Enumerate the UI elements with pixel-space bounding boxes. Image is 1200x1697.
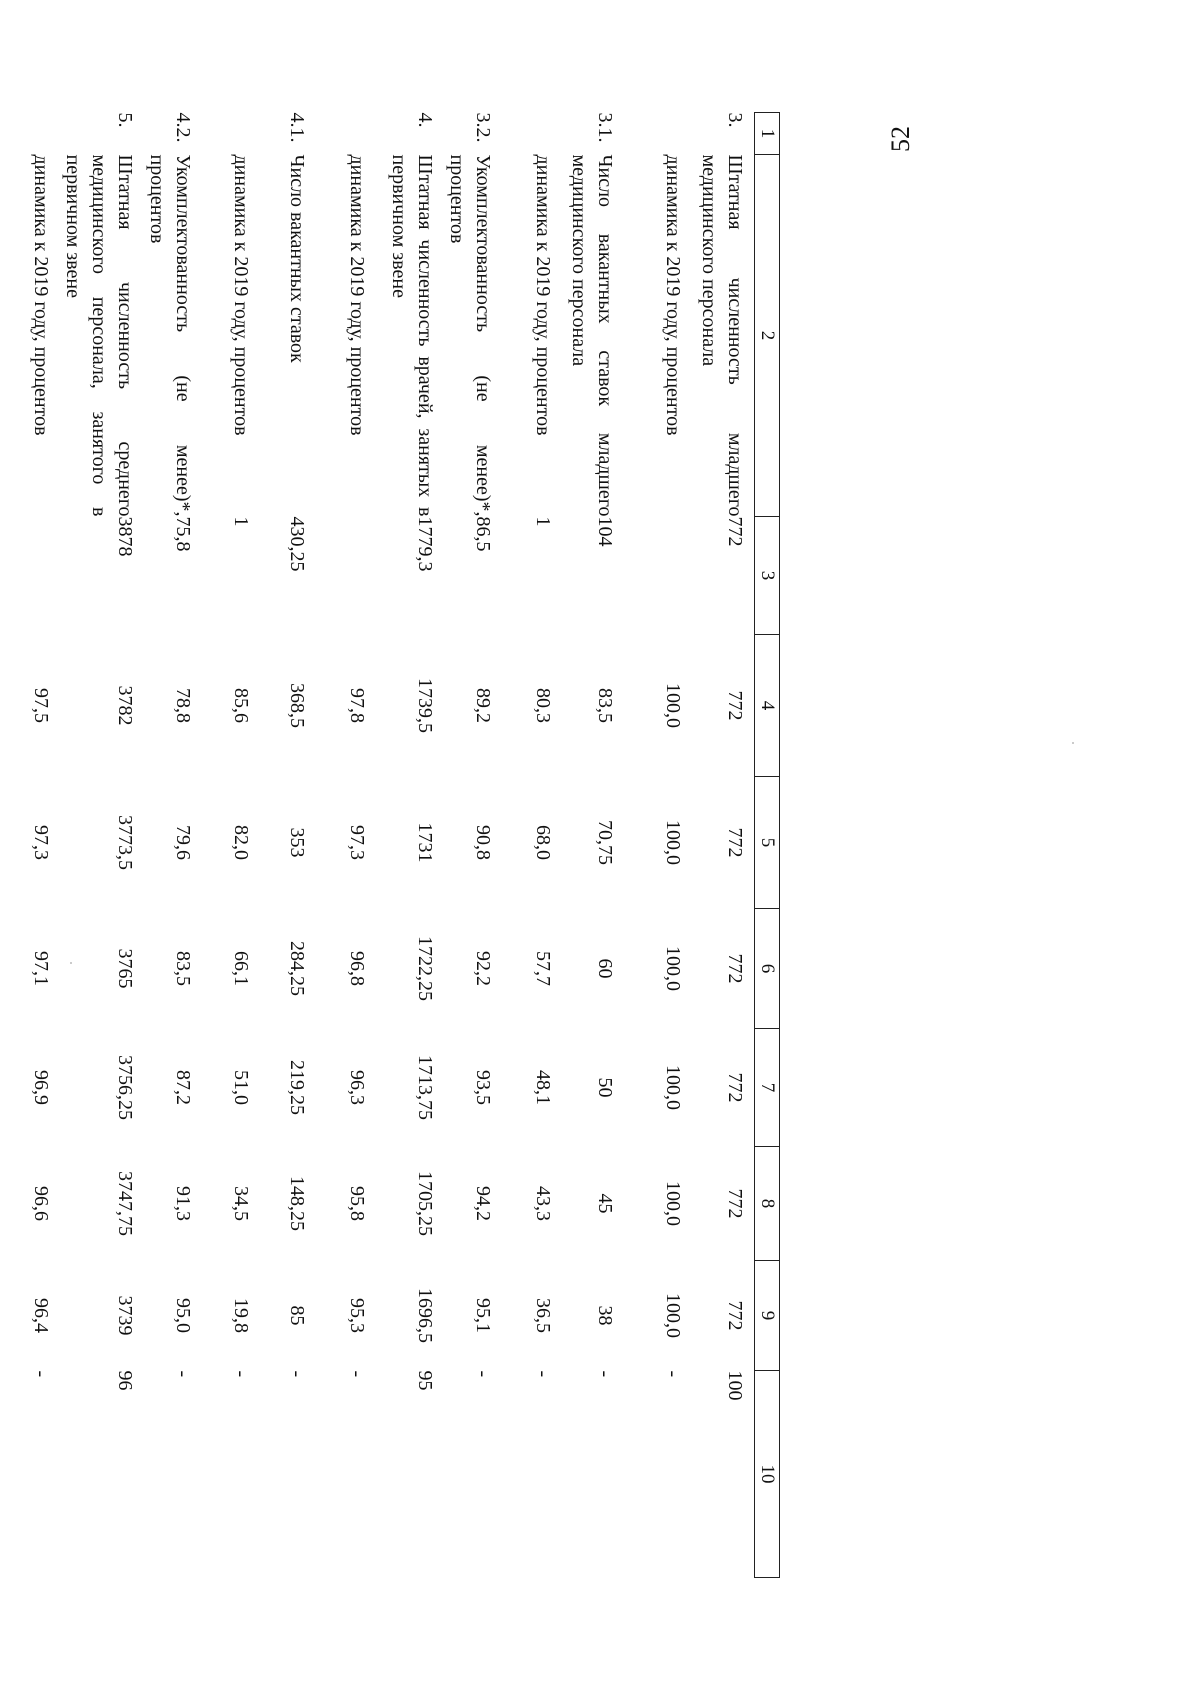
column-number-7: 7 <box>755 1029 780 1147</box>
column-number-6: 6 <box>755 909 780 1029</box>
scan-speck <box>70 962 72 964</box>
table-row <box>503 113 563 1578</box>
row-label: динамика к 2019 году, процентов <box>662 154 685 436</box>
cell-col-4: 772 <box>724 690 746 721</box>
cell-col-6: 1722,25 <box>414 936 437 1001</box>
column-number-10: 10 <box>755 1371 780 1578</box>
cell-col-5: 68,0 <box>532 825 555 860</box>
cell-col-7: 96,3 <box>346 1070 369 1105</box>
cell-col-9: 19,8 <box>230 1298 253 1333</box>
cell-col-3: 104 <box>594 516 617 547</box>
cell-col-7: 1713,75 <box>414 1055 437 1120</box>
row-number <box>503 113 563 155</box>
row-number <box>317 113 377 155</box>
cell-col-6: 92,2 <box>472 951 495 986</box>
row-label: Укомплектованность (не менее)*, процентов <box>146 154 195 517</box>
column-number-9: 9 <box>755 1261 780 1371</box>
cell-col-4: 80,3 <box>532 688 555 723</box>
header-row <box>755 113 780 1578</box>
cell-col-10: 96 <box>114 1370 137 1391</box>
cell-col-9: 36,5 <box>532 1298 555 1333</box>
cell-col-4: 85,6 <box>230 688 253 723</box>
cell-col-9: 38 <box>594 1305 617 1326</box>
cell-col-6: 83,5 <box>172 951 195 986</box>
cell-col-8: 100,0 <box>662 1181 685 1226</box>
cell-col-6: 57,7 <box>532 951 555 986</box>
cell-col-7: 87,2 <box>172 1070 195 1105</box>
cell-col-4: 97,8 <box>346 688 369 723</box>
cell-col-8: 3747,75 <box>114 1171 137 1236</box>
cell-col-9: 95,1 <box>472 1298 495 1333</box>
cell-col-7: 93,5 <box>472 1070 495 1105</box>
cell-col-6: 284,25 <box>286 941 309 996</box>
cell-col-5: 100,0 <box>662 820 685 865</box>
cell-col-10: 100 <box>724 1370 746 1401</box>
table-row <box>445 113 503 1578</box>
cell-col-8: 772 <box>724 1188 746 1219</box>
column-number-1: 1 <box>755 113 780 155</box>
cell-col-3 <box>317 517 377 635</box>
cell-col-10: - <box>230 1370 253 1378</box>
cell-col-5: 772 <box>724 827 746 858</box>
cell-col-8: 1705,25 <box>414 1171 437 1236</box>
cell-col-3: 1 <box>532 516 555 527</box>
cell-col-7: 50 <box>594 1077 617 1098</box>
column-number-5: 5 <box>755 777 780 909</box>
column-number-2: 2 <box>755 155 780 517</box>
cell-col-9: 95,3 <box>346 1298 369 1333</box>
table-row <box>11 113 61 1578</box>
cell-col-10: - <box>346 1370 369 1378</box>
cell-col-3: 772 <box>724 516 746 547</box>
row-number: 4.1. <box>286 112 309 143</box>
cell-col-8: 148,25 <box>286 1176 309 1231</box>
cell-col-3: 3878 <box>114 516 137 557</box>
row-label: динамика к 2019 году, процентов <box>230 154 253 436</box>
row-number: 3. <box>724 112 746 128</box>
cell-col-4: 89,2 <box>472 688 495 723</box>
cell-col-9: 1696,5 <box>414 1288 437 1343</box>
cell-col-7: 219,25 <box>286 1060 309 1115</box>
table-row <box>317 113 377 1578</box>
table-row <box>145 113 203 1578</box>
table-row <box>203 113 261 1578</box>
row-label: Штатная численность врачей, занятых в первичном звене <box>388 154 437 517</box>
table-row <box>261 113 317 1578</box>
row-number: 3.1. <box>594 112 617 143</box>
row-number: 3.2. <box>472 112 495 143</box>
row-label: динамика к 2019 году, процентов <box>346 154 369 436</box>
cell-col-5: 90,8 <box>472 825 495 860</box>
cell-col-6: 3765 <box>114 948 137 989</box>
cell-col-6: 60 <box>594 958 617 979</box>
row-label: Число вакантных ставок младшего медицинского персонала <box>568 154 617 517</box>
row-label: динамика к 2019 году, процентов <box>532 154 555 436</box>
cell-col-10: - <box>662 1370 685 1378</box>
cell-col-5: 97,3 <box>30 825 53 860</box>
row-number <box>203 113 261 155</box>
column-number-3: 3 <box>755 517 780 635</box>
table-row <box>61 113 145 1578</box>
cell-col-4: 83,5 <box>594 688 617 723</box>
cell-col-9: 100,0 <box>662 1293 685 1338</box>
cell-col-7: 3756,25 <box>114 1055 137 1120</box>
cell-col-8: 43,3 <box>532 1186 555 1221</box>
table-row <box>693 113 755 1578</box>
statistics-table <box>11 112 781 1578</box>
row-label: Штатная численность младшего медицинского персонала <box>698 154 746 517</box>
cell-col-9: 3739 <box>114 1295 137 1336</box>
cell-col-3 <box>625 517 693 635</box>
cell-col-3 <box>11 517 61 635</box>
cell-col-8: 95,8 <box>346 1186 369 1221</box>
cell-col-8: 94,2 <box>472 1186 495 1221</box>
rotated-table-container <box>30 112 780 1577</box>
cell-col-10: - <box>30 1370 53 1378</box>
row-label: Укомплектованность (не менее)*, процентов <box>446 154 495 517</box>
cell-col-3: 1779,3 <box>414 516 437 572</box>
table-body <box>11 113 755 1578</box>
cell-col-4: 368,5 <box>286 683 309 728</box>
cell-col-6: 100,0 <box>662 946 685 991</box>
cell-col-9: 772 <box>724 1300 746 1331</box>
cell-col-8: 91,3 <box>172 1186 195 1221</box>
cell-col-10: 95 <box>414 1370 437 1391</box>
cell-col-7: 51,0 <box>230 1070 253 1105</box>
row-number <box>625 113 693 155</box>
cell-col-3: 430,25 <box>286 516 309 572</box>
row-number <box>11 113 61 155</box>
cell-col-4: 1739,5 <box>414 678 437 733</box>
table-row <box>377 113 445 1578</box>
column-number-4: 4 <box>755 635 780 777</box>
cell-col-4: 100,0 <box>662 683 685 728</box>
row-number: 4. <box>414 112 437 128</box>
cell-col-4: 78,8 <box>172 688 195 723</box>
cell-col-6: 772 <box>724 953 746 984</box>
cell-col-9: 85 <box>286 1305 309 1326</box>
cell-col-10: - <box>472 1370 495 1378</box>
cell-col-10: - <box>532 1370 555 1378</box>
cell-col-3: 75,8 <box>172 516 195 552</box>
cell-col-4: 3782 <box>114 685 137 726</box>
cell-col-3: 86,5 <box>472 516 495 552</box>
cell-col-3: 1 <box>230 516 253 527</box>
row-label: динамика к 2019 году, процентов <box>30 154 53 436</box>
cell-col-6: 97,1 <box>30 951 53 986</box>
cell-col-5: 3773,5 <box>114 815 137 870</box>
cell-col-7: 48,1 <box>532 1070 555 1105</box>
cell-col-5: 353 <box>286 827 309 858</box>
cell-col-5: 82,0 <box>230 825 253 860</box>
row-label: Штатная численность среднего медицинского персонала, занятого в первичном звене <box>62 154 137 517</box>
cell-col-7: 772 <box>724 1072 746 1103</box>
cell-col-8: 34,5 <box>230 1186 253 1221</box>
cell-col-7: 96,9 <box>30 1070 53 1105</box>
table-row <box>625 113 693 1578</box>
cell-col-5: 1731 <box>414 822 437 863</box>
cell-col-4: 97,5 <box>30 688 53 723</box>
cell-col-5: 97,3 <box>346 825 369 860</box>
scan-speck <box>1072 742 1074 744</box>
cell-col-6: 96,8 <box>346 951 369 986</box>
cell-col-10: - <box>286 1370 309 1378</box>
cell-col-8: 96,6 <box>30 1186 53 1221</box>
row-number: 5. <box>114 112 137 128</box>
cell-col-10: - <box>594 1370 617 1378</box>
cell-col-7: 100,0 <box>662 1065 685 1110</box>
row-label: Число вакантных ставок <box>286 154 309 363</box>
cell-col-10: - <box>172 1370 195 1378</box>
row-number: 4.2. <box>172 112 195 143</box>
cell-col-8: 45 <box>594 1193 617 1214</box>
table-row <box>563 113 625 1578</box>
cell-col-9: 96,4 <box>30 1298 53 1333</box>
cell-col-5: 70,75 <box>594 820 617 865</box>
cell-col-5: 79,6 <box>172 825 195 860</box>
cell-col-9: 95,0 <box>172 1298 195 1333</box>
cell-col-6: 66,1 <box>230 951 253 986</box>
column-number-8: 8 <box>755 1147 780 1261</box>
page-number: 52 <box>886 126 915 152</box>
